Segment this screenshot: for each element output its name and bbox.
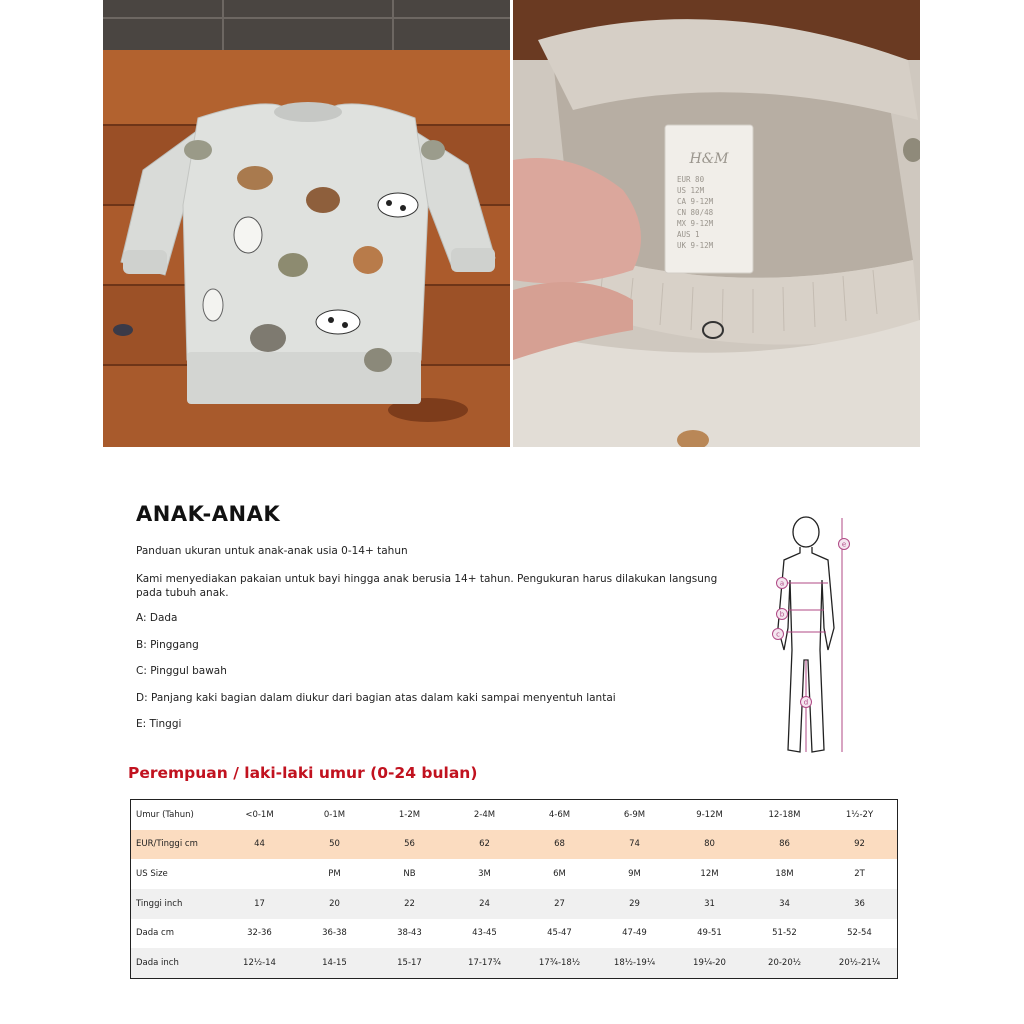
sweatshirt-illustration bbox=[103, 0, 510, 447]
table-row-chest-cm bbox=[131, 919, 897, 949]
table-cell: 24 bbox=[447, 889, 522, 919]
table-cell: 34 bbox=[747, 889, 822, 919]
table-cell: 3M bbox=[478, 869, 491, 880]
guide-intro: Panduan ukuran untuk anak-anak usia 0-14+ tahun bbox=[136, 545, 408, 557]
sweatshirt-photo bbox=[103, 0, 510, 447]
table-cell: 50 bbox=[297, 830, 372, 860]
table-cell: 2T bbox=[854, 869, 865, 880]
measurement-hip: C: Pinggul bawah bbox=[136, 665, 227, 677]
table-cell: 9M bbox=[628, 869, 641, 880]
size-label-illustration bbox=[513, 0, 920, 447]
row-header-cell: Umur (Tahun) bbox=[136, 809, 194, 820]
table-cell: 36 bbox=[822, 889, 897, 919]
label-line: CN 80/48 bbox=[677, 208, 714, 217]
table-cell: 80 bbox=[672, 830, 747, 860]
table-cell: 17 bbox=[222, 889, 297, 919]
table-cell: 9-12M bbox=[696, 809, 723, 820]
table-cell: 20½-21¼ bbox=[822, 948, 897, 978]
table-cell: 45-47 bbox=[547, 928, 572, 939]
table-cell: 47-49 bbox=[622, 928, 647, 939]
row-header-cell: Dada cm bbox=[136, 928, 175, 939]
size-label-photo bbox=[513, 0, 920, 447]
table-cell: 43-45 bbox=[472, 928, 497, 939]
table-cell: 18½-19¼ bbox=[597, 948, 672, 978]
table-cell: 44 bbox=[222, 830, 297, 860]
table-row-eur-height bbox=[131, 830, 897, 860]
table-cell: 27 bbox=[522, 889, 597, 919]
table-cell: 68 bbox=[522, 830, 597, 860]
table-cell: 1½-2Y bbox=[845, 809, 874, 820]
table-cell: 12-18M bbox=[768, 809, 801, 820]
table-cell: PM bbox=[328, 869, 341, 880]
table-cell: 12½-14 bbox=[222, 948, 297, 978]
body-measurement-figure bbox=[770, 510, 860, 760]
table-cell: 15-17 bbox=[372, 948, 447, 978]
table-cell: 49-51 bbox=[697, 928, 722, 939]
row-header-cell: US Size bbox=[136, 869, 168, 880]
row-header-cell: EUR/Tinggi cm bbox=[131, 830, 222, 860]
table-cell: 56 bbox=[372, 830, 447, 860]
table-cell: 4-6M bbox=[548, 809, 571, 820]
table-cell: 19¼-20 bbox=[672, 948, 747, 978]
guide-description: Kami menyediakan pakaian untuk bayi hingga anak berusia 14+ tahun. Pengukuran harus dilakukan langsung pada tubuh anak. bbox=[136, 573, 718, 599]
label-line: CA 9-12M bbox=[677, 197, 714, 206]
label-line: EUR 80 bbox=[677, 175, 705, 184]
measurement-height: E: Tinggi bbox=[136, 718, 182, 730]
table-cell: 17-17¾ bbox=[447, 948, 522, 978]
table-cell: 18M bbox=[775, 869, 794, 880]
table-cell bbox=[222, 859, 297, 889]
table-cell: 20-20½ bbox=[747, 948, 822, 978]
marker-d: d bbox=[803, 698, 809, 707]
marker-c: c bbox=[776, 630, 780, 639]
table-cell: 20 bbox=[297, 889, 372, 919]
table-row-chest-inch bbox=[131, 948, 897, 978]
table-cell: 51-52 bbox=[772, 928, 797, 939]
child-silhouette-icon bbox=[770, 510, 860, 760]
table-cell: <0-1M bbox=[245, 809, 274, 820]
section-title: Perempuan / laki-laki umur (0-24 bulan) bbox=[128, 764, 478, 782]
table-cell: 29 bbox=[597, 889, 672, 919]
table-cell: 12M bbox=[700, 869, 719, 880]
table-row-age bbox=[131, 800, 897, 830]
table-cell: 0-1M bbox=[323, 809, 346, 820]
table-cell: 86 bbox=[747, 830, 822, 860]
size-table bbox=[130, 799, 898, 979]
table-cell: 6M bbox=[553, 869, 566, 880]
label-brand: H&M bbox=[689, 151, 729, 167]
marker-e: e bbox=[841, 540, 847, 549]
table-cell: 31 bbox=[672, 889, 747, 919]
measurement-inseam: D: Panjang kaki bagian dalam diukur dari bagian atas dalam kaki sampai menyentuh lantai bbox=[136, 692, 616, 704]
table-cell: 92 bbox=[822, 830, 897, 860]
measurement-waist: B: Pinggang bbox=[136, 639, 199, 651]
measurement-chest: A: Dada bbox=[136, 612, 178, 624]
table-cell: NB bbox=[403, 869, 416, 880]
table-row-height-inch bbox=[131, 889, 897, 919]
table-cell: 2-4M bbox=[473, 809, 496, 820]
table-cell: 14-15 bbox=[297, 948, 372, 978]
row-header-cell: Dada inch bbox=[131, 948, 222, 978]
table-cell: 1-2M bbox=[398, 809, 421, 820]
label-line: UK 9-12M bbox=[677, 241, 714, 250]
row-header-cell: Tinggi inch bbox=[131, 889, 222, 919]
table-cell: 6-9M bbox=[623, 809, 646, 820]
table-cell: 52-54 bbox=[847, 928, 872, 939]
marker-b: b bbox=[779, 610, 785, 619]
label-line: AUS 1 bbox=[677, 230, 700, 239]
label-line: US 12M bbox=[677, 186, 705, 195]
guide-title: ANAK-ANAK bbox=[136, 502, 281, 526]
table-cell: 74 bbox=[597, 830, 672, 860]
table-row-us-size bbox=[131, 859, 897, 889]
table-cell: 62 bbox=[447, 830, 522, 860]
marker-a: a bbox=[779, 579, 785, 588]
label-line: MX 9-12M bbox=[677, 219, 714, 228]
table-cell: 22 bbox=[372, 889, 447, 919]
table-cell: 17¾-18½ bbox=[522, 948, 597, 978]
table-cell: 36-38 bbox=[322, 928, 347, 939]
table-cell: 38-43 bbox=[397, 928, 422, 939]
table-cell: 32-36 bbox=[247, 928, 272, 939]
